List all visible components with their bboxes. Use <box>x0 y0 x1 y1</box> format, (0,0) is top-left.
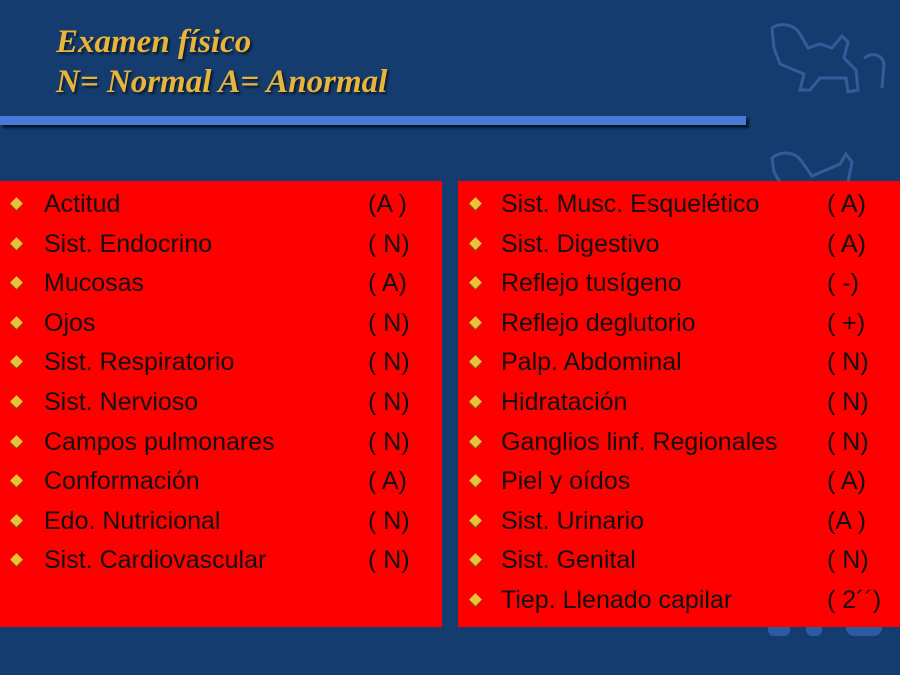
list-item: Sist. Respiratorio ( N) <box>0 343 442 383</box>
diamond-bullet-icon <box>469 276 482 289</box>
list-item: Actitud (A ) <box>0 185 442 225</box>
diamond-bullet-icon <box>10 474 23 487</box>
list-item: Conformación ( A) <box>0 462 442 502</box>
list-item: Piel y oídos ( A) <box>458 462 900 502</box>
list-item: Edo. Nutricional ( N) <box>0 502 442 542</box>
list-item: Tiep. Llenado capilar ( 2´´) <box>458 581 900 621</box>
diamond-bullet-icon <box>10 514 23 527</box>
slide-title <box>56 22 387 102</box>
title-line-2: N= Normal A= Anormal <box>56 64 388 100</box>
diamond-bullet-icon <box>10 197 23 210</box>
diamond-bullet-icon <box>10 276 23 289</box>
diamond-bullet-icon <box>469 593 482 606</box>
left-findings-panel <box>0 181 442 627</box>
diamond-bullet-icon <box>469 435 482 448</box>
diamond-bullet-icon <box>10 435 23 448</box>
list-item: Sist. Endocrino ( N) <box>0 225 442 265</box>
diamond-bullet-icon <box>10 237 23 250</box>
diamond-bullet-icon <box>10 356 23 369</box>
list-item: Campos pulmonares ( N) <box>0 423 442 463</box>
list-item: Hidratación ( N) <box>458 383 900 423</box>
diamond-bullet-icon <box>469 514 482 527</box>
list-item: Reflejo deglutorio ( +) <box>458 304 900 344</box>
diamond-bullet-icon <box>469 237 482 250</box>
list-item: Ganglios linf. Regionales ( N) <box>458 423 900 463</box>
list-item: Sist. Musc. Esquelético ( A) <box>458 185 900 225</box>
right-findings-list <box>458 185 900 621</box>
left-findings-list <box>0 185 442 581</box>
right-findings-panel <box>458 181 900 627</box>
diamond-bullet-icon <box>10 395 23 408</box>
list-item: Ojos ( N) <box>0 304 442 344</box>
diamond-bullet-icon <box>469 474 482 487</box>
list-item: Sist. Cardiovascular ( N) <box>0 541 442 581</box>
list-item: Sist. Digestivo ( A) <box>458 225 900 265</box>
diamond-bullet-icon <box>469 553 482 566</box>
list-item: Palp. Abdominal ( N) <box>458 343 900 383</box>
list-item: Sist. Nervioso ( N) <box>0 383 442 423</box>
diamond-bullet-icon <box>469 395 482 408</box>
list-item: Sist. Genital ( N) <box>458 541 900 581</box>
title-line-1: Examen físico <box>56 24 252 60</box>
title-underline <box>0 116 746 125</box>
list-item: Reflejo tusígeno ( -) <box>458 264 900 304</box>
diamond-bullet-icon <box>10 316 23 329</box>
diamond-bullet-icon <box>469 197 482 210</box>
diamond-bullet-icon <box>469 316 482 329</box>
diamond-bullet-icon <box>10 553 23 566</box>
list-item: Mucosas ( A) <box>0 264 442 304</box>
diamond-bullet-icon <box>469 356 482 369</box>
list-item: Sist. Urinario (A ) <box>458 502 900 542</box>
